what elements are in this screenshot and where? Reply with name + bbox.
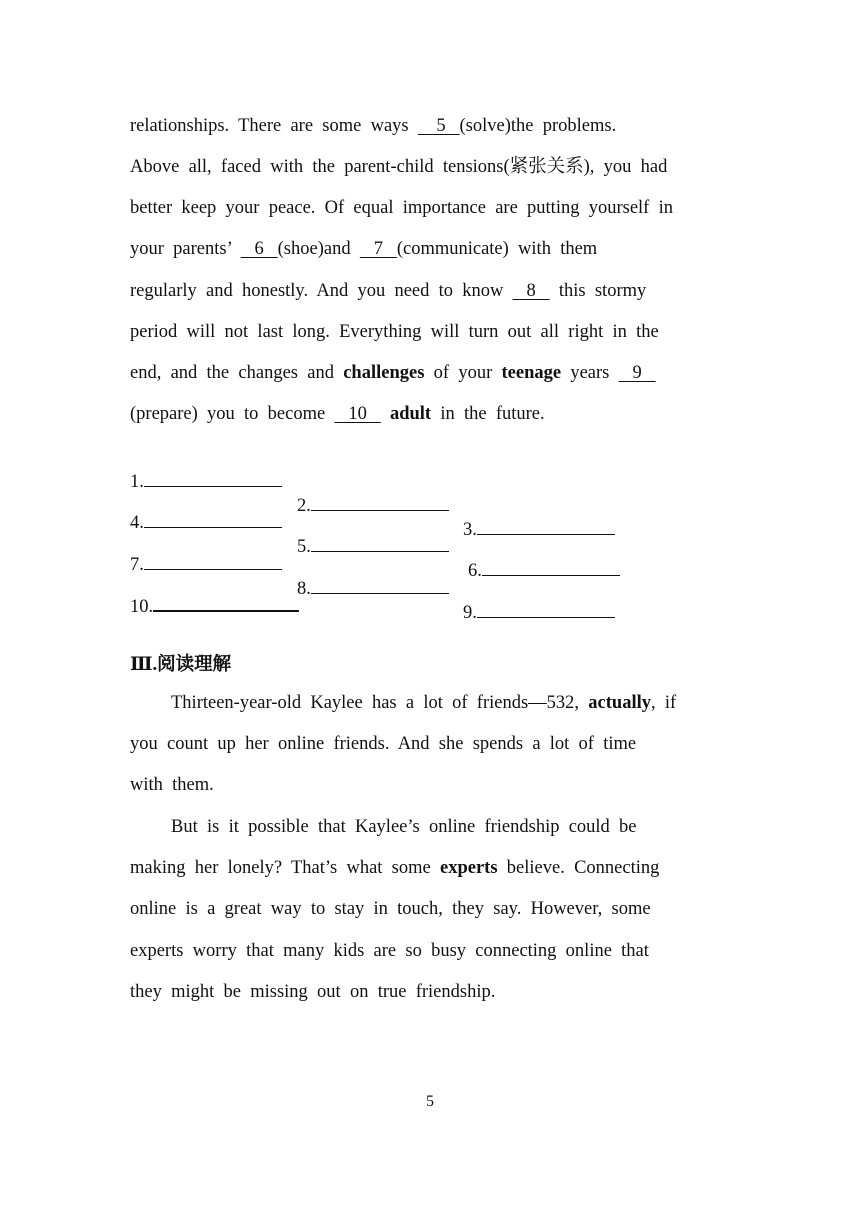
passage-line-7 [130,361,656,385]
answer-blank[interactable] [477,516,615,535]
answer-item-7[interactable]: 7. [130,551,282,577]
passage2-line-1 [171,691,676,715]
answer-blank[interactable] [311,575,449,594]
text: relationships. There are some ways [130,116,418,136]
passage2-line-5 [130,856,659,880]
answer-item-10[interactable]: 10. [130,592,299,619]
text: (prepare) you to become [130,404,335,424]
answer-item-8[interactable]: 8. [297,575,449,601]
passage2-line-6: online is a great way to stay in touch, they say. However, some [130,899,651,919]
answer-blank[interactable] [311,533,449,552]
text: Thirteen-year-old Kaylee has a lot of friends—532, [171,693,589,713]
answer-blank[interactable] [477,599,615,618]
passage-line-5 [130,279,646,303]
blank-6: 6 [240,239,278,259]
bold-word: adult [389,404,432,424]
text: (communicate) with them [396,239,598,259]
answer-item-6[interactable]: 6. [468,557,620,583]
text: , if [650,693,677,713]
passage-line-8 [130,402,545,426]
passage2-line-4: But is it possible that Kaylee’s online friendship could be [171,817,637,837]
passage2-line-3: with them. [130,775,214,795]
page-number: 5 [426,1093,434,1110]
answer-blank[interactable] [144,551,282,570]
blank-7: 7 [359,239,397,259]
passage-line-6: period will not last long. Everything will turn out all right in the [130,322,659,342]
answer-row-4 [130,568,154,617]
answer-item-5[interactable]: 5. [297,533,449,559]
answer-item-9[interactable]: 9. [463,599,615,625]
answer-blank[interactable] [482,557,620,576]
answer-item-2[interactable]: 2. [297,492,449,518]
text: regularly and honestly. And you need to know [130,281,513,301]
bold-word: challenges [343,363,425,383]
text: your parents’ [130,239,241,259]
passage-line-2: Above all, faced with the parent-child tensions(紧张关系), you had [130,157,668,177]
blank-8: 8 [512,281,550,301]
passage2-line-7: experts worry that many kids are so busy connecting online that [130,941,649,961]
bold-word: experts [439,858,498,878]
text: years [561,363,619,383]
text: this stormy [549,281,647,301]
text: believe. Connecting [497,858,660,878]
text: of your [424,363,502,383]
blank-9: 9 [618,363,656,383]
bold-word: actually [588,693,651,713]
text: end, and the changes and [130,363,344,383]
answer-blank[interactable] [144,509,282,528]
answer-item-3[interactable]: 3. [463,516,615,542]
section-title: Ⅲ.阅读理解 [130,655,232,675]
answer-blank[interactable] [311,492,449,511]
answer-item-1[interactable]: 1. [130,468,282,494]
blank-5: 5 [417,116,460,136]
passage2-line-8: they might be missing out on true friendship. [130,982,496,1002]
bold-word: teenage [501,363,562,383]
answer-blank[interactable] [153,592,299,612]
passage-line-1 [130,114,616,138]
text: (shoe)and [277,239,360,259]
passage-line-4 [130,237,597,261]
text: (solve)the problems. [459,116,617,136]
answer-blank[interactable] [144,468,282,487]
text: making her lonely? That’s what some [130,858,440,878]
answer-item-4[interactable]: 4. [130,509,282,535]
blank-10: 10 [334,404,381,424]
passage2-line-2: you count up her online friends. And she spends a lot of time [130,734,637,754]
passage-line-3: better keep your peace. Of equal importance are putting yourself in [130,198,673,218]
text: in the future. [431,404,545,424]
